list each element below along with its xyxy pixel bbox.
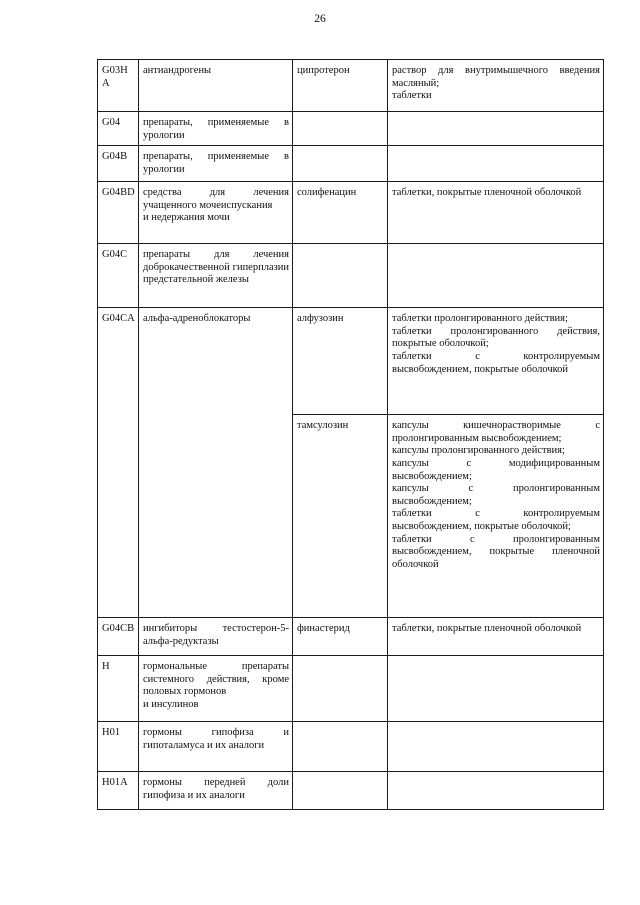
- dosage-form-cell: [388, 244, 604, 308]
- dosage-form-cell: [388, 182, 604, 244]
- drug-name-cell: финастерид: [293, 618, 388, 656]
- dosage-form-text: таблетки с пролонгированным высвобождением, покрытые пленочной оболочкой: [392, 533, 600, 570]
- dosage-form-text: капсулы пролонгированного действия;: [392, 445, 565, 457]
- dosage-form-text: таблетки с контролируемым высвобождением, покрытые оболочкой: [392, 350, 600, 375]
- group-text: препараты, применяемые в урологии: [143, 151, 289, 175]
- dosage-form-cell: [388, 415, 604, 618]
- drug-name-cell: тамсулозин: [293, 415, 388, 618]
- group-text: антиандрогены: [143, 65, 212, 76]
- dosage-form-cell: [388, 112, 604, 146]
- drug-name-cell: ципротерон: [293, 60, 388, 112]
- group-text: ингибиторы тестостерон-5-альфа-редуктазы: [143, 623, 289, 647]
- group-text: препараты, применяемые в урологии: [143, 117, 289, 141]
- dosage-form-cell: [388, 618, 604, 656]
- group-text: гормональные препараты системного действия, кроме половых гормонов: [143, 661, 289, 698]
- dosage-form-text: таблетки с контролируемым высвобождением, покрытые оболочкой;: [392, 508, 600, 532]
- atc-code-cell: G04CA: [98, 308, 139, 618]
- table-row: [98, 308, 604, 415]
- drug-name-cell: [293, 146, 388, 182]
- dosage-form-text: таблетки пролонгированного действия, покрытые оболочкой;: [392, 325, 600, 350]
- dosage-form-text: капсулы с пролонгированным высвобождением;: [392, 483, 600, 507]
- page-number: 26: [314, 13, 326, 25]
- dosage-form-text: капсулы кишечнорастворимые с пролонгированным высвобождением;: [392, 420, 600, 444]
- drug-name-cell: [293, 772, 388, 810]
- dosage-form-text: таблетки, покрытые пленочной оболочкой: [392, 187, 582, 199]
- dosage-form-text: капсулы с модифицированным высвобождением;: [392, 457, 600, 482]
- group-text: средства для лечения учащенного мочеиспускания: [143, 187, 289, 211]
- atc-code-cell: H01: [98, 722, 139, 772]
- table-row: [98, 772, 604, 810]
- table-row: [98, 146, 604, 182]
- pharmacological-group-cell: [139, 244, 293, 308]
- dosage-form-text: таблетки пролонгированного действия;: [392, 313, 568, 325]
- table-row: [98, 60, 604, 112]
- table-row: [98, 244, 604, 308]
- drug-name-cell: солифенацин: [293, 182, 388, 244]
- table-row: [98, 112, 604, 146]
- table-row: [98, 722, 604, 772]
- pharmacological-group-cell: [139, 182, 293, 244]
- atc-code-cell: G04C: [98, 244, 139, 308]
- group-text: альфа-адреноблокаторы: [143, 313, 251, 325]
- pharmacological-group-cell: [139, 308, 293, 618]
- pharmacological-group-cell: [139, 772, 293, 810]
- dosage-form-text: таблетки: [392, 90, 432, 102]
- drug-classification-table: [97, 59, 604, 810]
- dosage-form-cell: [388, 146, 604, 182]
- pharmacological-group-cell: [139, 618, 293, 656]
- table-row: [98, 618, 604, 656]
- pharmacological-group-cell: [139, 60, 293, 112]
- atc-code-cell: G04BD: [98, 182, 139, 244]
- drug-name-cell: [293, 244, 388, 308]
- table-row: [98, 182, 604, 244]
- group-text: и недержания мочи: [143, 212, 230, 224]
- atc-code-cell: G04CB: [98, 618, 139, 656]
- atc-code-cell: G04B: [98, 146, 139, 182]
- atc-code-cell: H: [98, 656, 139, 722]
- atc-code-cell: H01A: [98, 772, 139, 810]
- table-body: [98, 60, 604, 810]
- dosage-form-cell: [388, 772, 604, 810]
- pharmacological-group-cell: [139, 656, 293, 722]
- drug-name-cell: алфузозин: [293, 308, 388, 415]
- dosage-form-text: раствор для внутримышечного введения масляный;: [392, 65, 600, 89]
- pharmacological-group-cell: [139, 146, 293, 182]
- drug-name-cell: [293, 722, 388, 772]
- group-text: и инсулинов: [143, 698, 199, 710]
- atc-code-cell: G04: [98, 112, 139, 146]
- table-row: [98, 656, 604, 722]
- group-text: гормоны гипофиза и гипоталамуса и их аналоги: [143, 727, 289, 751]
- drug-name-cell: [293, 656, 388, 722]
- dosage-form-cell: [388, 60, 604, 112]
- dosage-form-text: таблетки, покрытые пленочной оболочкой: [392, 623, 582, 635]
- atc-code-cell: G03HA: [98, 60, 139, 112]
- dosage-form-cell: [388, 722, 604, 772]
- pharmacological-group-cell: [139, 112, 293, 146]
- group-text: гормоны передней доли гипофиза и их аналоги: [143, 777, 289, 801]
- group-text: препараты для лечения доброкачественной гиперплазии предстательной железы: [143, 249, 289, 286]
- dosage-form-cell: [388, 308, 604, 415]
- pharmacological-group-cell: [139, 722, 293, 772]
- drug-name-cell: [293, 112, 388, 146]
- dosage-form-cell: [388, 656, 604, 722]
